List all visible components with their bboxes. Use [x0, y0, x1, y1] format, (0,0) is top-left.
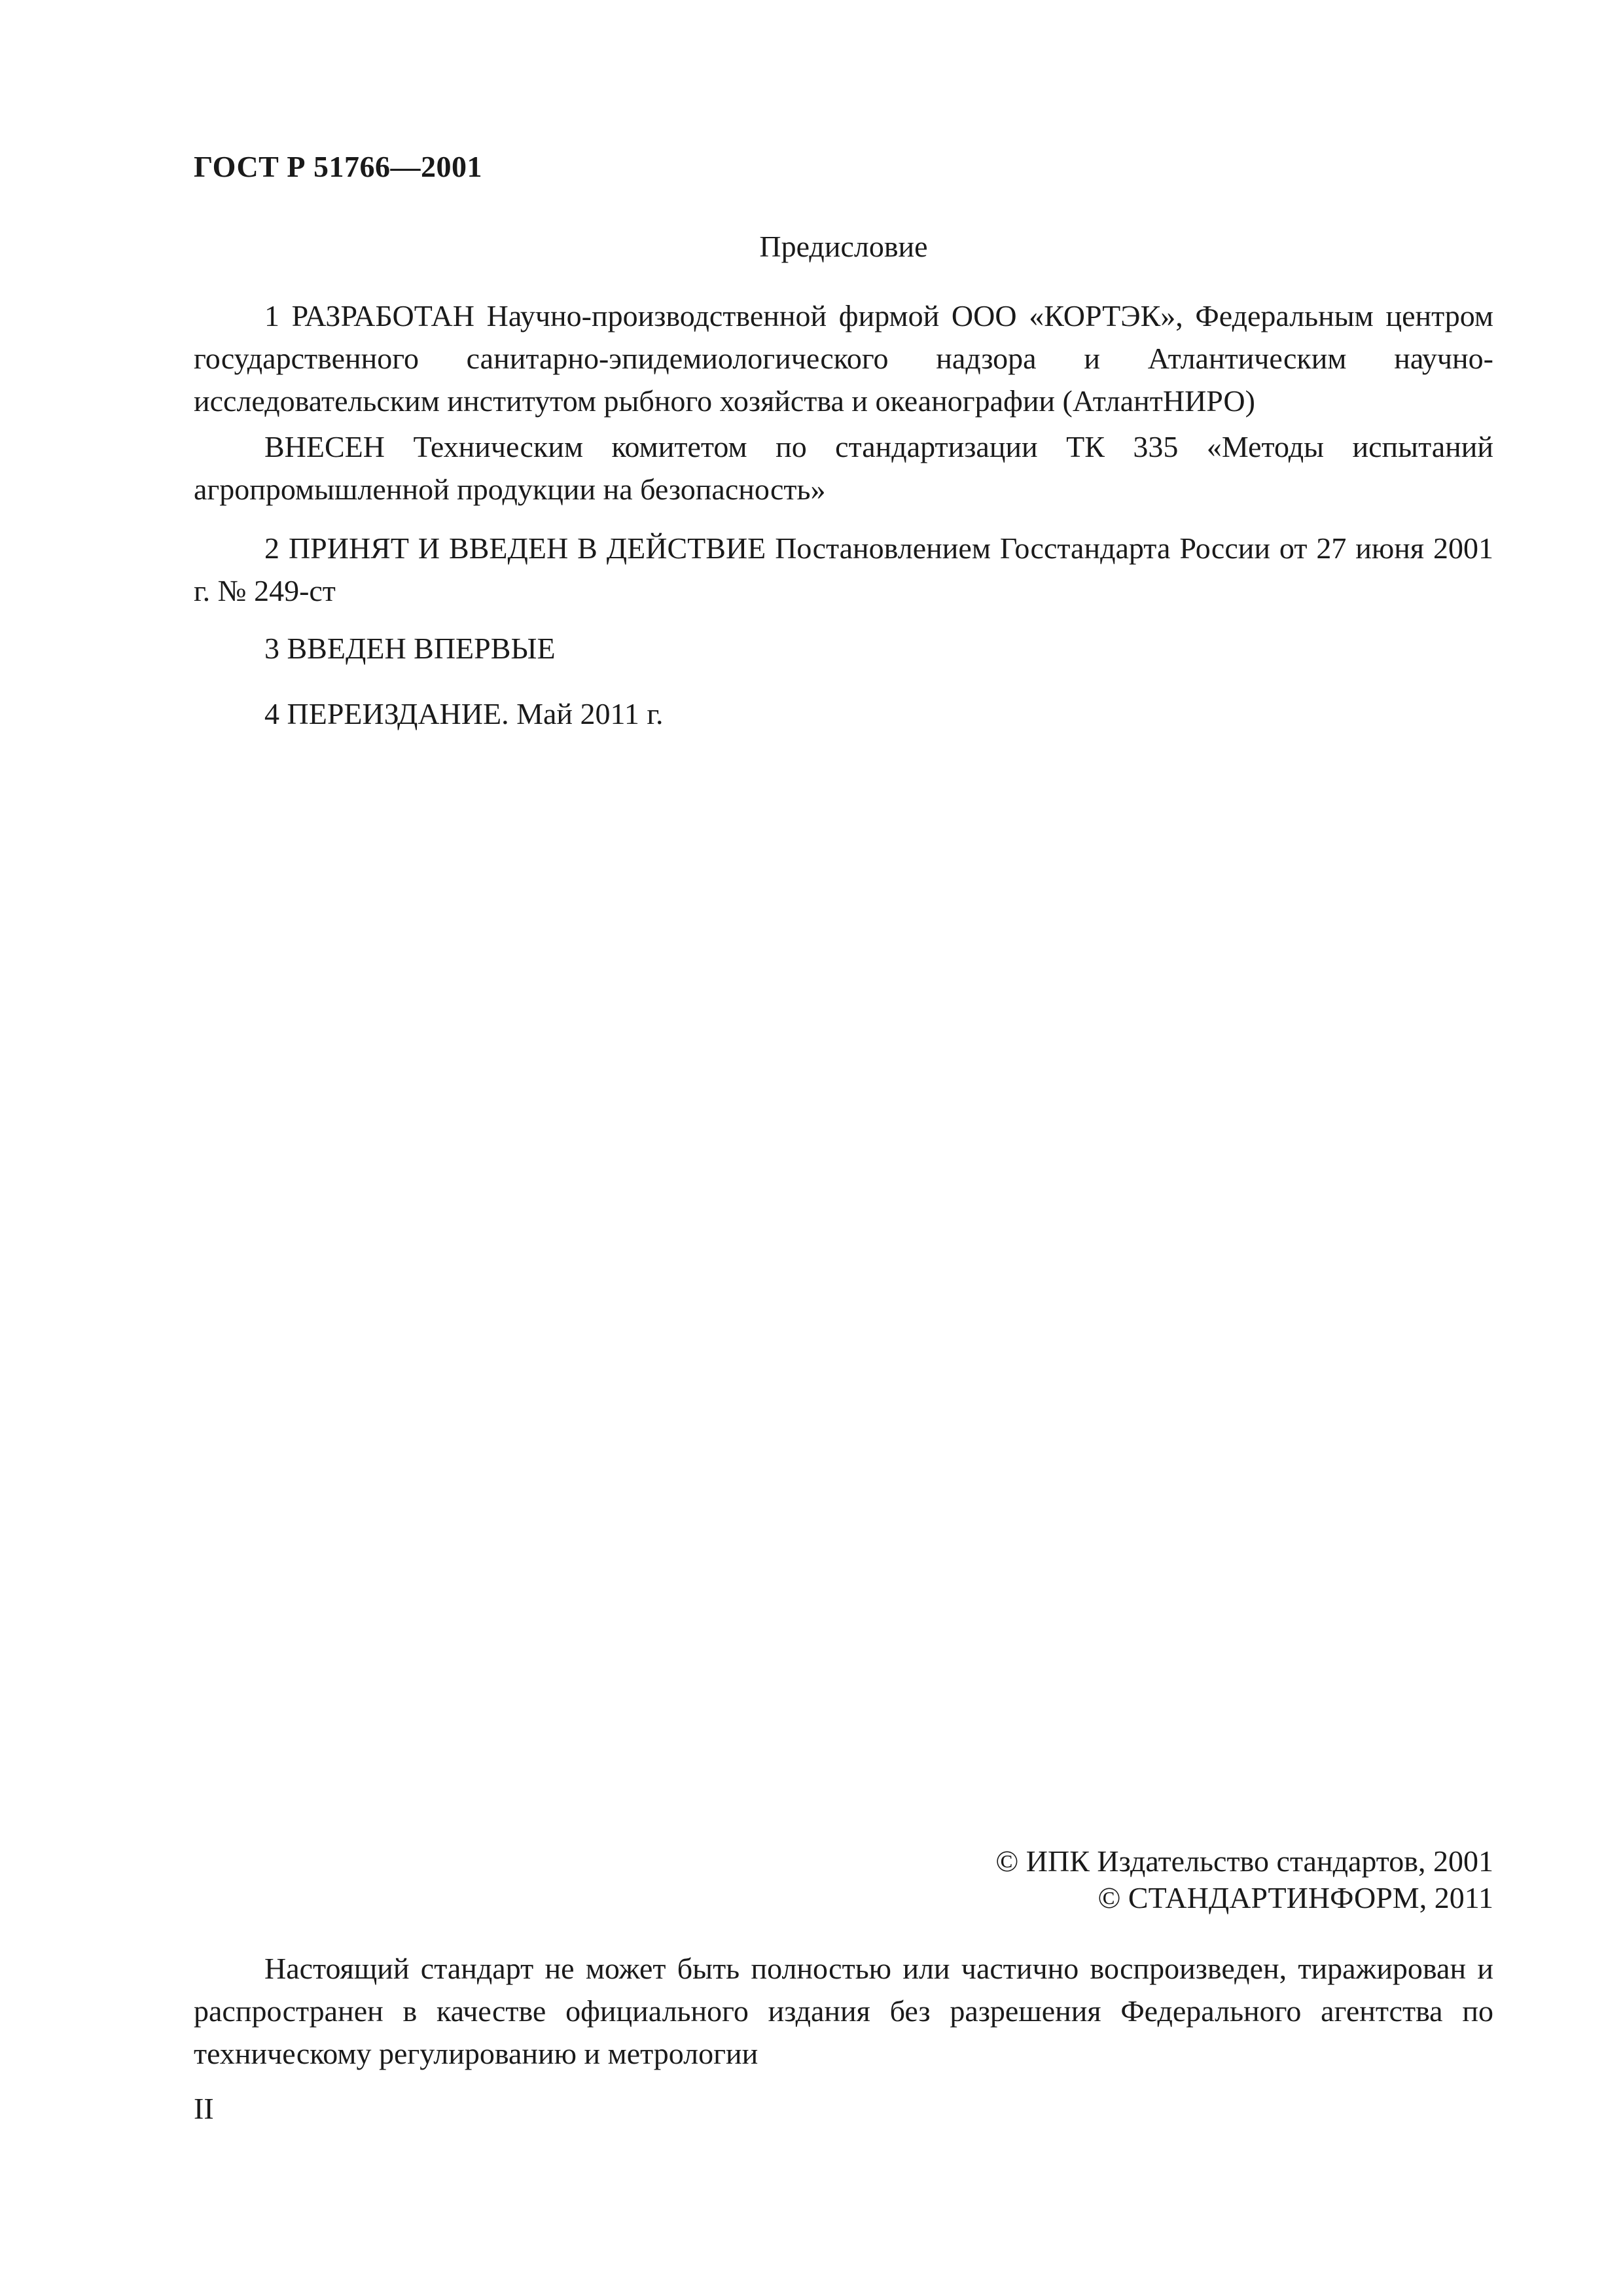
copyright-line-ipk: © ИПК Издательство стандартов, 2001	[995, 1844, 1493, 1878]
copyright-block	[995, 1843, 1493, 1916]
page-number: II	[194, 2092, 214, 2125]
section-title: Предисловие	[759, 230, 928, 263]
paragraph-developed-by: 1 РАЗРАБОТАН Научно-производственной фирмой ООО «КОРТЭК», Федеральным центром государственного санитарно-эпидемиологического надзора и Атлантическим научно-исследовательским институтом рыбного хозяйства и океанографии (АтлантНИРО)	[194, 299, 1493, 418]
document-code: ГОСТ Р 51766—2001	[194, 150, 482, 183]
paragraph-adopted: 2 ПРИНЯТ И ВВЕДЕН В ДЕЙСТВИЕ Постановлением Госстандарта России от 27 июня 2001 г. № 249-ст	[194, 531, 1493, 607]
reproduction-notice: Настоящий стандарт не может быть полностью или частично воспроизведен, тиражирован и распространен в качестве официального издания без разрешения Федерального агентства по техническому регулированию и метрологии	[194, 1952, 1493, 2070]
copyright-line-standartinform: © СТАНДАРТИНФОРМ, 2011	[1097, 1881, 1493, 1914]
paragraph-introduced-by: ВНЕСЕН Техническим комитетом по стандартизации ТК 335 «Методы испытаний агропромышленной продукции на безопасность»	[194, 430, 1493, 506]
paragraph-reissue: 4 ПЕРЕИЗДАНИЕ. Май 2011 г.	[264, 697, 664, 730]
paragraph-first-introduced: 3 ВВЕДЕН ВПЕРВЫЕ	[264, 632, 556, 665]
